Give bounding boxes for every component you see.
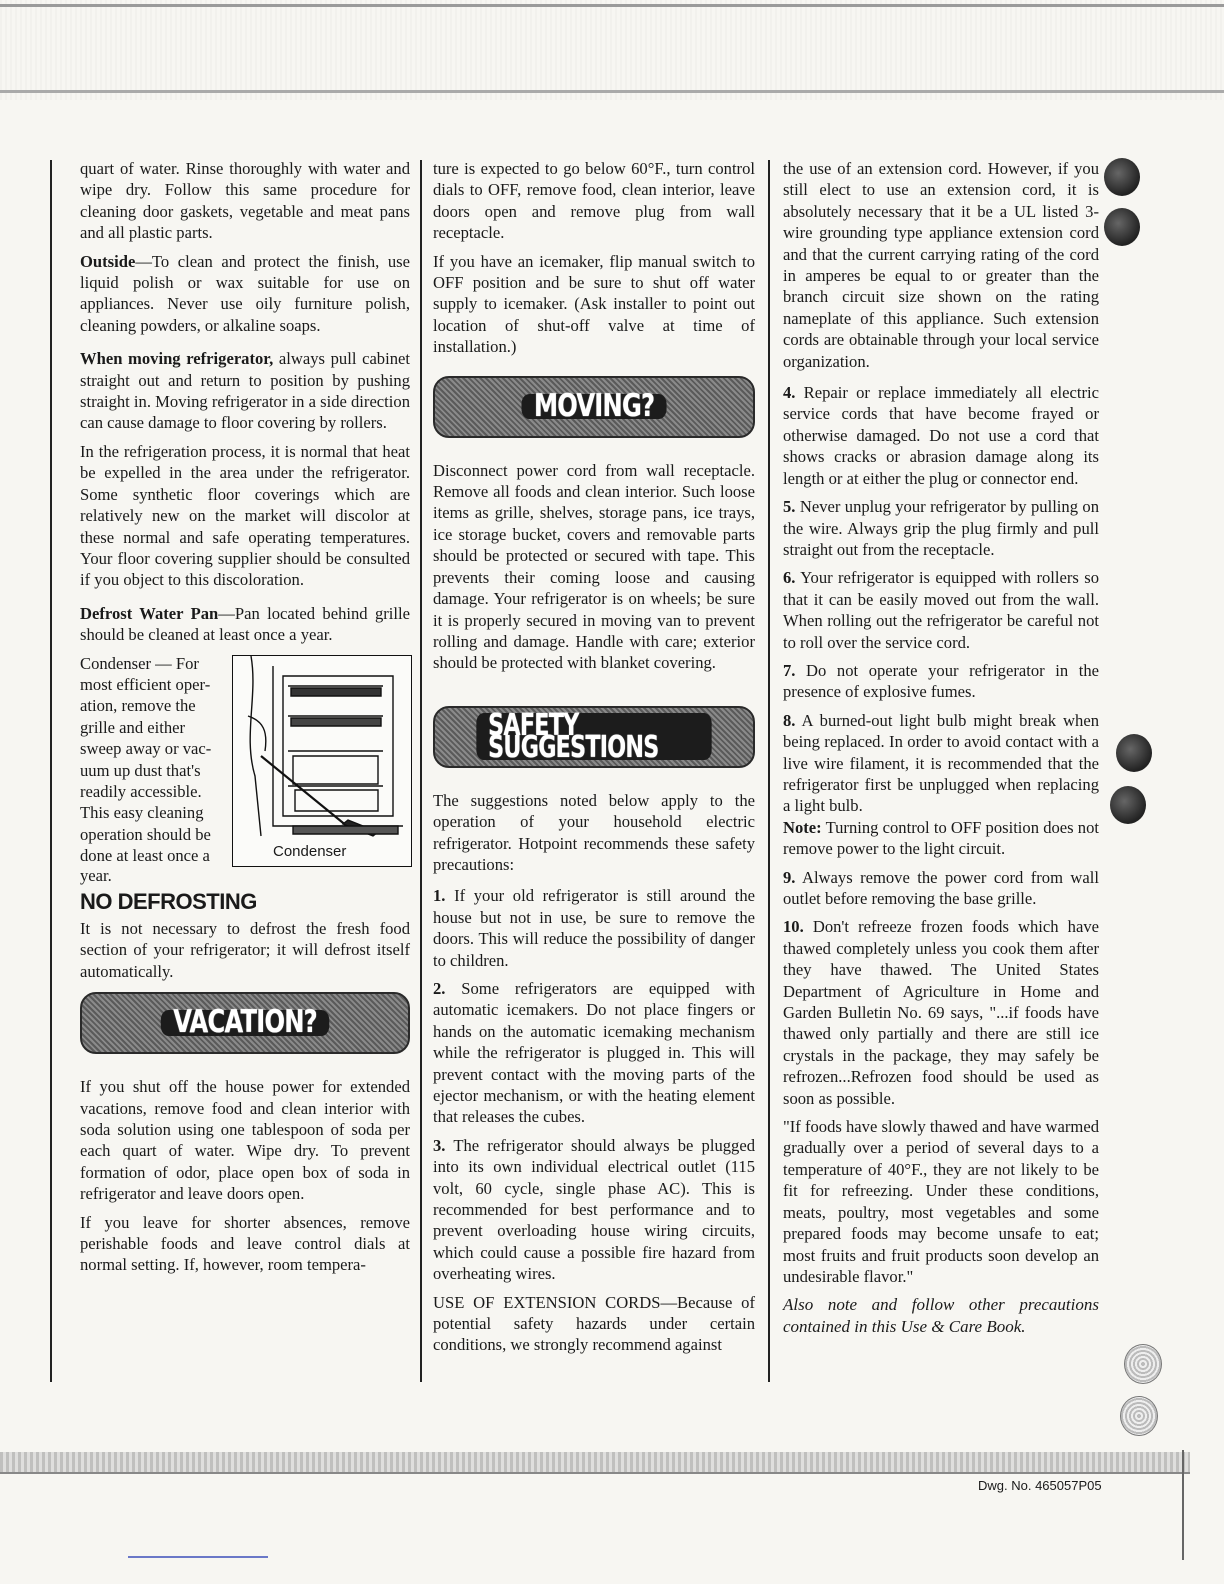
safety-item-4: [783, 382, 1099, 489]
paragraph-defrost-pan: [80, 603, 410, 646]
condenser-illustration: [232, 655, 412, 867]
drawing-number: Dwg. No. 465057P05: [978, 1478, 1102, 1493]
no-defrosting-heading: NO DEFROSTING: [80, 888, 257, 914]
item-text: Always remove the power cord from wall outlet before removing the base grille.: [783, 867, 1099, 908]
index-tab-marker: [1124, 1344, 1162, 1384]
safety-item-10: [783, 916, 1099, 1109]
scan-artifact-bottom: [0, 1452, 1190, 1474]
scan-line-bottom: [0, 1472, 1190, 1474]
item-number: 7.: [783, 660, 796, 680]
safety-item-8: [783, 710, 1099, 817]
condenser-line: readily accessible.: [80, 781, 202, 801]
safety-item-5: [783, 496, 1099, 560]
item-text: Don't refreeze frozen foods which have thawed completely unless you cook them after they have thawed. The United States Department of Agriculture in Home and Garden Bulletin No. 69 says, "...if foods have thawed only partially and there are still ice crystals in the package, they may safely be refrozen...Refrozen food should be used as soon as possible.: [783, 917, 1099, 1108]
index-tab-marker: [1104, 208, 1140, 246]
safety-item-6: [783, 567, 1099, 653]
moving-label: When moving refrigerator,: [80, 349, 274, 369]
item-text: If your old refrigerator is still around the house but not in use, be sure to remove the doors. This will reduce the possibility of danger to children.: [433, 886, 755, 970]
column-rule-2: [768, 160, 770, 1382]
column-3: [783, 158, 1099, 1345]
defrost-text: —Pan located behind grille should be cleaned at least once a year.: [80, 603, 410, 645]
item-number: 2.: [433, 978, 446, 998]
scan-artifact-top: [0, 0, 1224, 100]
column-2: [433, 158, 755, 1363]
index-tab-marker: [1116, 734, 1152, 772]
condenser-line: ation, remove the: [80, 696, 196, 716]
item-text: Your refrigerator is equipped with rollers so that it can be easily moved out from the wall. When rolling out the refrigerator be careful not to roll over the service cord.: [783, 568, 1099, 652]
paragraph-moving-refrigerator: [80, 348, 410, 434]
outside-label: Outside: [80, 251, 136, 271]
paragraph-room-temperature: ture is expected to go below 60°F., turn control dials to OFF, remove food, clean interior, leave doors open and remove plug from wall receptacle.: [433, 159, 755, 243]
paragraph-vacation-2: If you leave for shorter absences, remove perishable foods and leave control dials at normal setting. If, however, room tempera-: [80, 1212, 410, 1275]
scan-line-top: [0, 4, 1224, 7]
note-text: Turning control to OFF position does not remove power to the light circuit.: [783, 817, 1099, 859]
index-tab-marker: [1104, 158, 1140, 196]
item-number: 10.: [783, 917, 804, 937]
condenser-line: uum up dust that's: [80, 760, 201, 780]
vacation-banner-text: VACATION?: [161, 1010, 330, 1035]
paragraph-extension-cords: USE OF EXTENSION CORDS—Because of potential safety hazards under certain conditions, we strongly recommend against: [433, 1292, 755, 1355]
item-number: 3.: [433, 1135, 446, 1155]
condenser-line: done at least once a: [80, 846, 210, 866]
paragraph-refrigeration-process: In the refrigeration process, it is normal that heat be expelled in the area under the refrigerator. Some synthetic floor coverings which are relatively new on the market will discolor at these normal and safe operating temperatures. Your floor covering supplier should be consulted if you object to this discoloration.: [80, 441, 410, 590]
paragraph-icemaker: If you have an icemaker, flip manual switch to OFF position and be sure to shut off water supply to icemaker. (Ask installer to point out location of shut-off valve at time of installation.): [433, 251, 755, 357]
page-edge-line: [1182, 1450, 1184, 1560]
condenser-figure-label: Condenser: [273, 843, 347, 861]
outside-text: —To clean and protect the finish, use liquid polish or wax suitable for use on appliances. Never use oily furniture polish, cleaning powders, or alkaline soaps.: [80, 251, 410, 335]
item-number: 9.: [783, 867, 796, 887]
item-number: 5.: [783, 497, 796, 517]
condenser-year: year.: [80, 865, 112, 885]
condenser-text: [80, 653, 228, 867]
column-1: [80, 158, 410, 1283]
paragraph-moving: Disconnect power cord from wall receptacle. Remove all foods and clean interior. Such loose items as grille, shelves, storage pans, ice trays, ice storage bucket, covers and removable parts should be protected or secured with tape. This prevents their coming loose and causing damage. Your refrigerator is on wheels; be sure it is properly secured in moving van to prevent rolling and damage. Handle with care; exterior should be protected with blanket covering.: [433, 460, 755, 673]
item-number: 4.: [783, 383, 796, 403]
refrigerator-cleaning-drawing: [233, 656, 411, 846]
item-text: Never unplug your refrigerator by pulling on the wire. Always grip the plug firmly and pull straight out from the receptacle.: [783, 497, 1099, 559]
condenser-line: This easy cleaning: [80, 803, 204, 823]
index-tab-marker: [1110, 786, 1146, 824]
condenser-section: [80, 653, 410, 887]
safety-suggestions-banner: [433, 706, 755, 768]
paragraph-cleaning: quart of water. Rinse thoroughly with water and wipe dry. Follow this same procedure for cleaning door gaskets, vegetable and meat pans and all plastic parts.: [80, 159, 410, 243]
condenser-line: sweep away or vac-: [80, 739, 212, 759]
paragraph-extension-cord-use: the use of an extension cord. However, if you still elect to use an extension cord, it is absolutely necessary that it be a UL listed 3-wire grounding type appliance extension cord and that the current carrying rating of the cord in amperes be equal to or greater than the branch circuit size shown on the rating nameplate of this appliance. Such extension cords are obtainable through your local service organization.: [783, 159, 1099, 371]
item-text: A burned-out light bulb might break when being replaced. In order to avoid contact with a live wire filament, it is recommended that the refrigerator first be unplugged when replacing a light bulb.: [783, 710, 1099, 816]
paragraph-outside: [80, 251, 410, 337]
item-number: 8.: [783, 710, 796, 730]
condenser-line: grille and either: [80, 717, 186, 737]
condenser-line: operation should be: [80, 824, 211, 844]
item-text: Some refrigerators are equipped with automatic icemakers. Do not place fingers or hands on the automatic icemaking mechanism while the refrigerator is plugged in. This will prevent contact with the moving parts of the ejector mechanism, or with the heating element that releases the cubes.: [433, 978, 755, 1127]
moving-banner: [433, 376, 755, 438]
paragraph-no-defrosting: It is not necessary to defrost the fresh food section of your refrigerator; it will defrost itself automatically.: [80, 918, 410, 981]
scan-mark-bottom: [128, 1556, 268, 1558]
vacation-banner: [80, 992, 410, 1054]
safety-item-2: [433, 978, 755, 1128]
safety-item-7: [783, 660, 1099, 703]
safety-item-9: [783, 867, 1099, 910]
safety-banner-text: SAFETY SUGGESTIONS: [476, 713, 711, 760]
moving-text: always pull cabinet straight out and return to position by pushing straight in. Moving refrigerator in a side direction can cause damage to floor covering by rollers.: [80, 349, 410, 433]
index-tab-marker: [1120, 1396, 1158, 1436]
paragraph-vacation-1: If you shut off the house power for extended vacations, remove food and clean interior with soda solution using one tablespoon of soda per each quart of water. Wipe dry. To prevent formation of odor, place open box of soda in refrigerator and leave doors open.: [80, 1077, 410, 1204]
moving-banner-text: MOVING?: [521, 394, 666, 419]
paragraph-safety-intro: The suggestions noted below apply to the operation of your household electric refrigerator. Hotpoint recommends these safety precautions:: [433, 790, 755, 874]
note-light-circuit: [783, 817, 1099, 860]
column-rule-1: [420, 160, 422, 1382]
defrost-label: Defrost Water Pan: [80, 603, 219, 623]
item-text: Do not operate your refrigerator in the presence of explosive fumes.: [783, 660, 1099, 702]
item-number: 6.: [783, 568, 796, 588]
condenser-line: most efficient oper-: [80, 674, 211, 694]
item-text: The refrigerator should always be plugged into its own individual electrical outlet (115 volt, 60 cycle, single phase AC). This is recommended for best performance and to prevent overloading house wiring circuits, which could cause a possible fire hazard from overheating wires.: [433, 1135, 755, 1284]
column-rule-left: [50, 160, 52, 1382]
item-number: 1.: [433, 886, 446, 906]
closing-note: Also note and follow other precautions contained in this Use & Care Book.: [783, 1295, 1099, 1337]
note-label: Note:: [783, 817, 822, 837]
safety-item-1: [433, 885, 755, 971]
safety-item-3: [433, 1135, 755, 1285]
condenser-line: Condenser — For: [80, 653, 199, 673]
scan-line-top-2: [0, 90, 1224, 93]
paragraph-slow-thaw-quote: "If foods have slowly thawed and have warmed gradually over a period of several days to a temperature of 40°F., they are not likely to be fit for refreezing. Under these conditions, meats, poultry, most vegetables and some prepared foods may become unsafe to eat; most fruits and fruit products soon develop an undesirable flavor.": [783, 1117, 1099, 1286]
item-text: Repair or replace immediately all electric service cords that have become frayed or otherwise damaged. Do not use a cord that shows cracks or abrasion damage along its length or at either the plug or connector end.: [783, 383, 1099, 488]
